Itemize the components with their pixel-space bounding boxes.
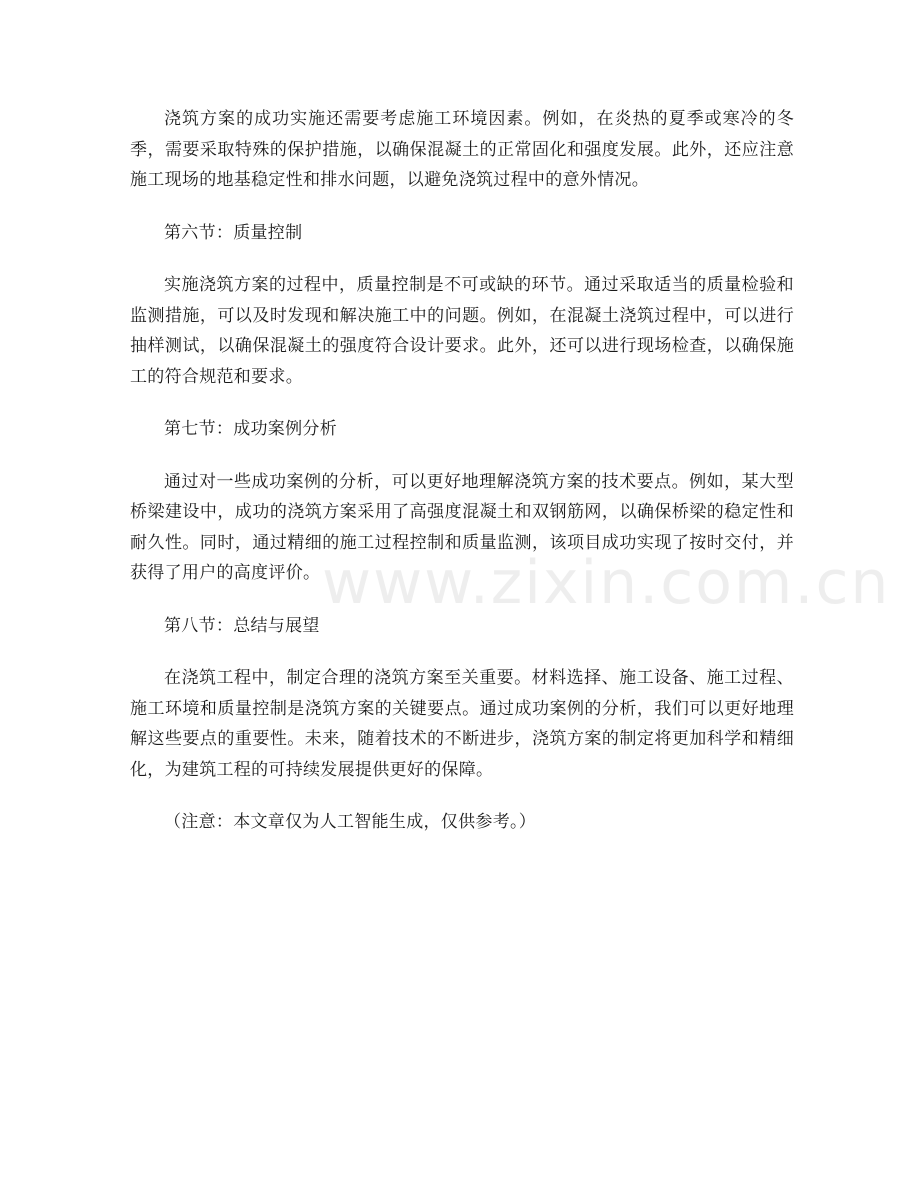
paragraph-construction-environment: 浇筑方案的成功实施还需要考虑施工环境因素。例如，在炎热的夏季或寒冷的冬季，需要采取特殊的保护措施，以确保混凝土的正常固化和强度发展。此外，还应注意施工现场的地基稳定性和排水问题，以避免浇筑过程中的意外情况。 (130, 109, 794, 190)
section-heading-8: 第八节：总结与展望 (164, 615, 320, 636)
paragraph-quality-control: 实施浇筑方案的过程中，质量控制是不可或缺的环节。通过采取适当的质量检验和监测措施，可以及时发现和解决施工中的问题。例如，在混凝土浇筑过程中，可以进行抽样测试，以确保混凝土的强度符合设计要求。此外，还可以进行现场检查，以确保施工的符合规范和要求。 (130, 275, 794, 387)
paragraph-summary-outlook: 在浇筑工程中，制定合理的浇筑方案至关重要。材料选择、施工设备、施工过程、施工环境和质量控制是浇筑方案的关键要点。通过成功案例的分析，我们可以更好地理解这些要点的重要性。未来，随着技术的不断进步，浇筑方案的制定将更加科学和精细化，为建筑工程的可持续发展提供更好的保障。 (130, 668, 794, 780)
disclaimer-note: （注意：本文章仅为人工智能生成，仅供参考。） (164, 812, 537, 832)
document-body (130, 104, 794, 838)
section-heading-6: 第六节：质量控制 (164, 222, 303, 243)
watermark: www.zixin.com.cn (322, 548, 891, 618)
section-heading-7: 第七节：成功案例分析 (164, 419, 337, 439)
paragraph-case-analysis: 通过对一些成功案例的分析，可以更好地理解浇筑方案的技术要点。例如，某大型桥梁建设中，成功的浇筑方案采用了高强度混凝土和双钢筋网，以确保桥梁的稳定性和耐久性。同时，通过精细的施工过程控制和质量监测，该项目成功实现了按时交付，并获得了用户的高度评价。 (130, 471, 794, 583)
